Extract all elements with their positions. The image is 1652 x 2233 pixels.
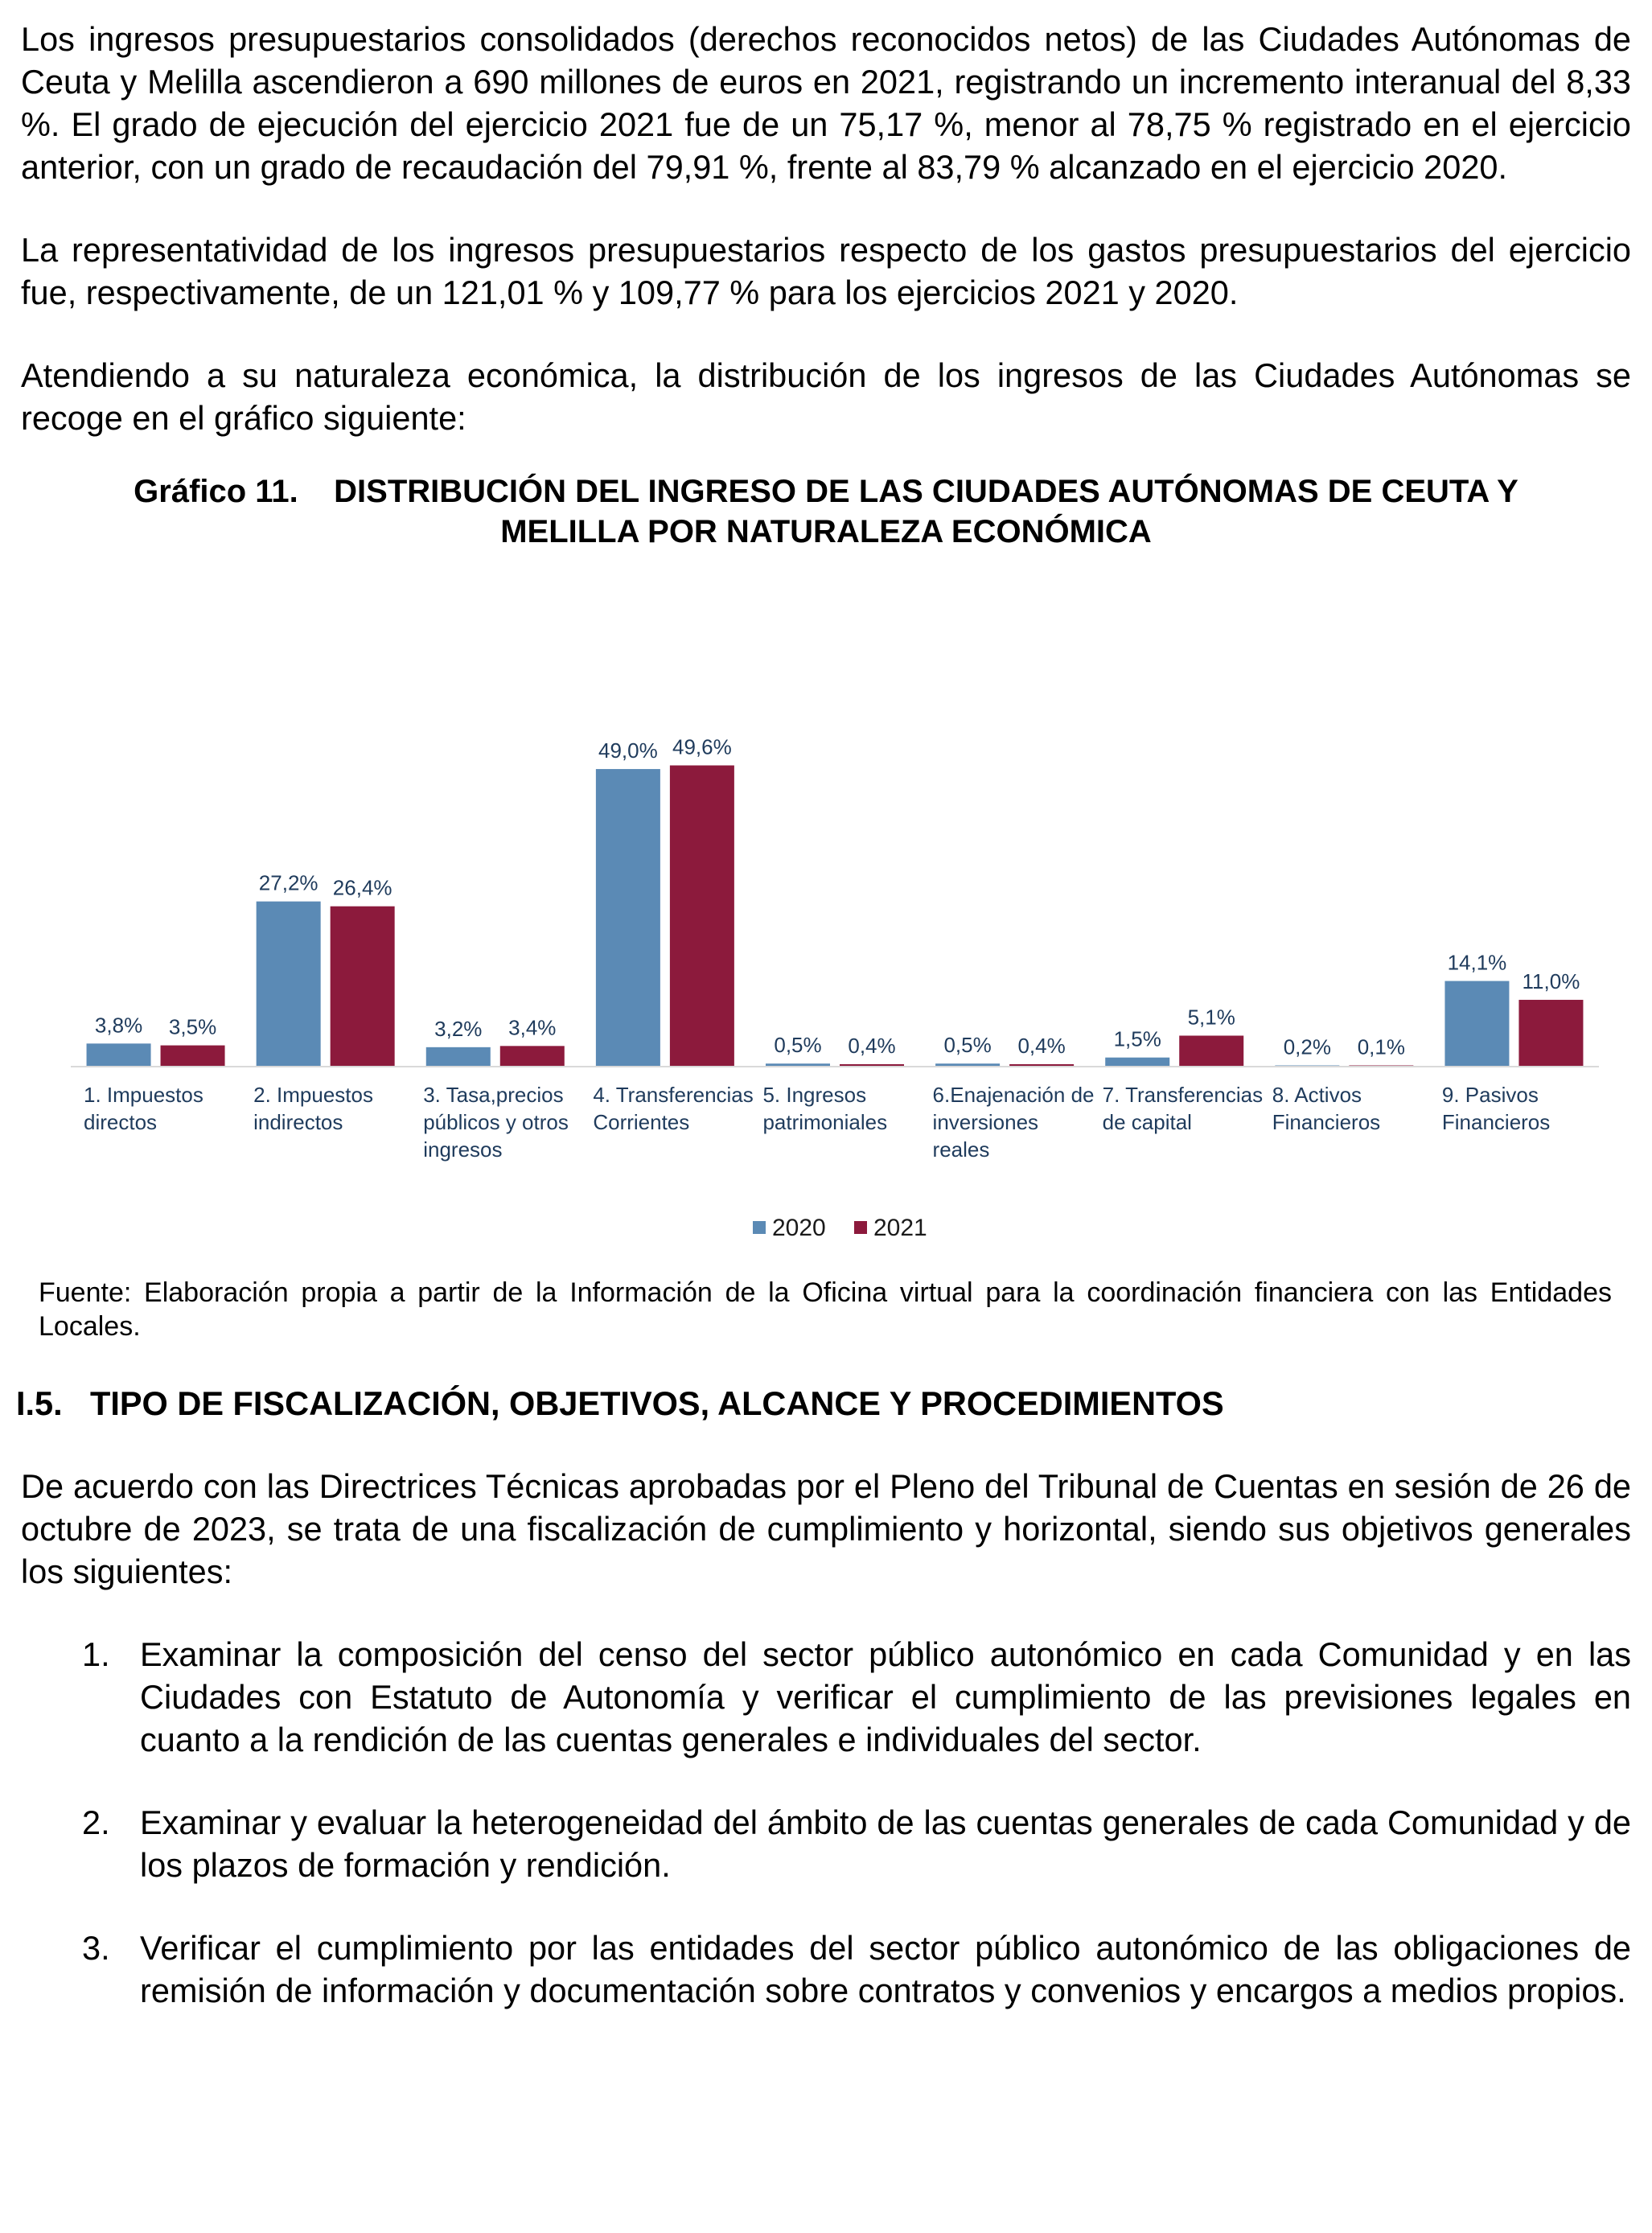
section-heading [16,1382,1631,1425]
category-label-1: 1. Impuestos [84,1083,203,1107]
figure-label: Gráfico 11. [134,474,298,509]
objective-text: Examinar la composición del censo del sector público autonómico en cada Comunidad y en las Ciudades con Estatuto de Autonomía y verificar el cumplimiento de las previsiones legales en cuanto a la rendición de las cuentas generales e individuales del sector. [140,1635,1631,1758]
data-label-2020-2: 27,2% [258,870,318,895]
category-label-6: reales [932,1137,990,1162]
bar-2020-1 [87,1043,151,1067]
data-label-2021-2: 26,4% [332,875,392,900]
category-label-7: de capital [1102,1110,1192,1134]
category-label-2: indirectos [253,1110,343,1134]
objective-marker: 3. [82,1929,110,1967]
data-label-2021-8: 0,1% [1357,1034,1405,1059]
data-label-2021-3: 3,4% [508,1015,557,1040]
data-label-2020-5: 0,5% [774,1033,822,1058]
category-label-4: Corrientes [593,1110,690,1134]
paragraph-distribucion: Atendiendo a su naturaleza económica, la distribución de los ingresos de las Ciudades Autónomas se recoge en el gráfico siguiente: [21,356,1631,437]
data-label-2020-9: 14,1% [1447,950,1507,975]
bar-2020-3 [426,1047,491,1067]
data-label-2021-6: 0,4% [1017,1033,1066,1058]
bar-2020-7 [1105,1058,1169,1067]
figure-source: Fuente: Elaboración propia a partir de la Información de la Oficina virtual para la coordinación financiera con las Entidades Locales. [39,1277,1612,1342]
data-label-2021-7: 5,1% [1187,1005,1235,1030]
category-label-4: 4. Transferencias [593,1083,754,1107]
category-label-6: 6.Enajenación de [932,1083,1095,1107]
figure-title [21,471,1631,552]
data-label-2020-3: 3,2% [434,1016,483,1041]
objective-text: Examinar y evaluar la heterogeneidad del ámbito de las cuentas generales de cada Comunidad y de los plazos de formación y rendición. [140,1803,1631,1884]
figure-title-line2: MELILLA POR NATURALEZA ECONÓMICA [500,514,1152,549]
section-intro: De acuerdo con las Directrices Técnicas aprobadas por el Pleno del Tribunal de Cuentas en sesión de 26 de octubre de 2023, se trata de una fiscalización de cumplimiento y horizontal, siendo sus objetivos generales los siguientes: [21,1467,1631,1590]
category-label-8: 8. Activos [1272,1083,1362,1107]
legend-swatch-2020 [753,1221,766,1234]
paragraph-representatividad: La representatividad de los ingresos presupuestarios respecto de los gastos presupuestarios del ejercicio fue, respectivamente, de un 121,01 % y 109,77 % para los ejercicios 2021 y 2020. [21,231,1631,311]
bar-chart-svg [21,552,1631,1276]
objective-marker: 1. [82,1635,110,1673]
data-label-2021-5: 0,4% [848,1033,896,1058]
legend-swatch-2021 [854,1221,867,1234]
bar-chart [21,552,1631,1276]
figure-title-text-1: DISTRIBUCIÓN DEL INGRESO DE LAS CIUDADES AUTÓNOMAS DE CEUTA Y [334,474,1518,509]
bar-2021-3 [500,1046,565,1067]
data-label-2020-8: 0,2% [1283,1034,1331,1059]
category-label-5: 5. Ingresos [762,1083,867,1107]
data-label-2021-1: 3,5% [168,1014,217,1039]
data-label-2021-9: 11,0% [1522,968,1580,993]
bar-2021-7 [1179,1035,1243,1067]
bar-2021-1 [161,1046,225,1067]
category-label-5: patrimoniales [762,1110,888,1134]
objective-text: Verificar el cumplimiento por las entidades del sector público autonómico de las obligaciones de remisión de información y documentación sobre contratos y convenios y encargos a medios propios. [140,1929,1631,2009]
category-label-3: públicos y otros [423,1110,569,1134]
category-label-3: ingresos [423,1137,503,1162]
objective-marker: 2. [82,1803,110,1841]
figure-title-line1 [21,471,1631,512]
category-label-9: Financieros [1441,1110,1551,1134]
data-label-2020-4: 49,0% [598,738,658,763]
category-label-9: 9. Pasivos [1441,1083,1539,1107]
category-label-1: directos [84,1110,158,1134]
bar-2021-9 [1518,1000,1583,1067]
bar-2020-9 [1444,981,1509,1067]
objective-item [21,1633,1631,1761]
category-label-7: 7. Transferencias [1102,1083,1264,1107]
category-label-8: Financieros [1272,1110,1381,1134]
data-label-2020-6: 0,5% [943,1033,992,1058]
document-page [16,18,1631,2052]
category-label-3: 3. Tasa,precios [423,1083,564,1107]
objective-item [21,1801,1631,1886]
category-label-2: 2. Impuestos [253,1083,373,1107]
section-title: TIPO DE FISCALIZACIÓN, OBJETIVOS, ALCANCE Y PROCEDIMIENTOS [90,1384,1224,1422]
category-label-6: inversiones [932,1110,1039,1134]
bar-2020-2 [257,902,321,1067]
bar-2020-4 [596,769,660,1067]
paragraph-ingresos: Los ingresos presupuestarios consolidados (derechos reconocidos netos) de las Ciudades Autónomas de Ceuta y Melilla ascendieron a 690 millones de euros en 2021, registrando un incremento interanual del 8,33 %. El grado de ejecución del ejercicio 2021 fue de un 75,17 %, menor al 78,75 % registrado en el ejercicio anterior, con un grado de recaudación del 79,91 %, frente al 83,79 % alcanzado en el ejercicio 2020. [21,20,1631,186]
objectives-list [21,1633,1631,2012]
legend-label-2021: 2021 [873,1215,927,1241]
bar-2021-4 [670,766,734,1067]
bar-2021-2 [331,907,395,1067]
legend-label-2020: 2020 [772,1215,826,1241]
data-label-2021-4: 49,6% [672,734,732,759]
section-number: I.5. [16,1384,63,1422]
objective-item [21,1927,1631,2012]
data-label-2020-1: 3,8% [94,1013,143,1038]
data-label-2020-7: 1,5% [1113,1026,1161,1051]
